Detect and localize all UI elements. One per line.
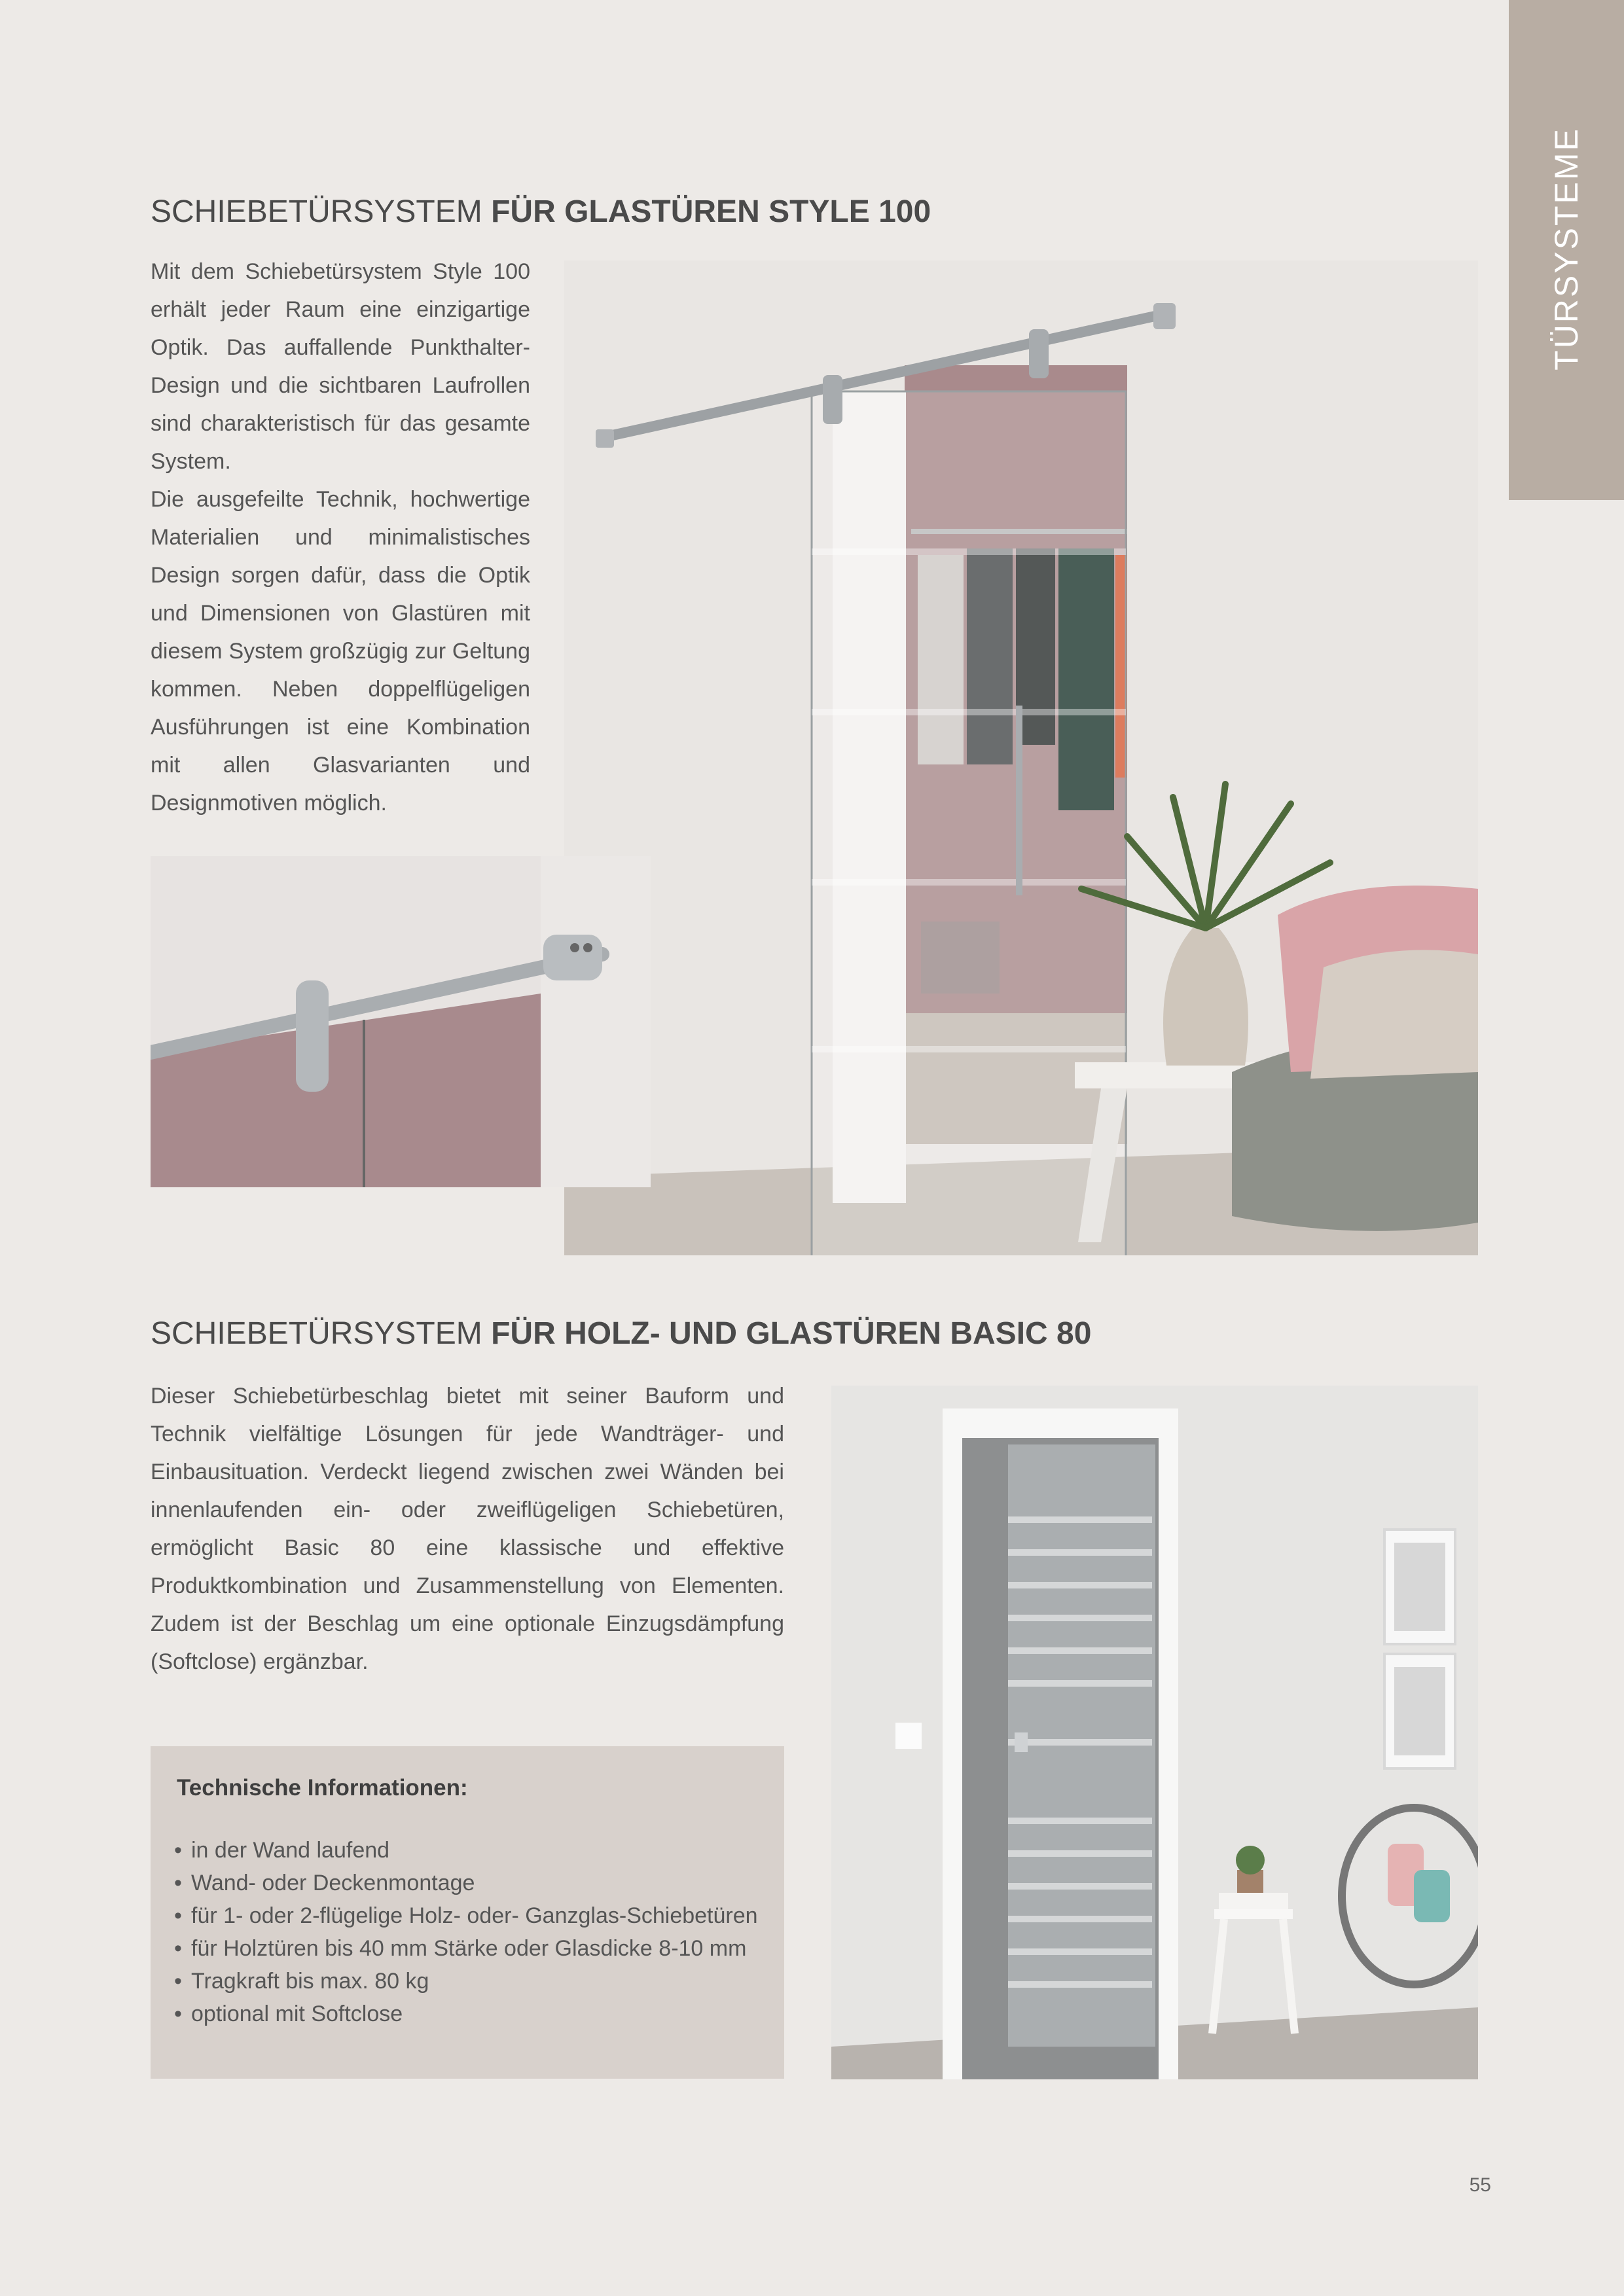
style100-detail-illustration bbox=[151, 856, 651, 1187]
style100-detail-photo bbox=[151, 856, 651, 1187]
basic80-room-illustration bbox=[831, 1386, 1478, 2079]
section1-heading bbox=[151, 194, 931, 230]
side-tab-label: TÜRSYSTEME bbox=[1548, 127, 1585, 370]
section2-heading-bold: FÜR HOLZ- UND GLASTÜREN BASIC 80 bbox=[491, 1316, 1092, 1351]
list-item: • für 1- oder 2-flügelige Holz- oder- Ganzglas-Schiebetüren bbox=[174, 1903, 758, 1928]
section1-heading-bold: FÜR GLASTÜREN STYLE 100 bbox=[491, 194, 931, 229]
section1-paragraph1: Mit dem Schiebetürsystem Style 100 erhält jeder Raum eine einzigartige Optik. Das auffallende Punkthalter-Design und die sichtbaren Laufrollen sind charakteristisch für das gesamte System. bbox=[151, 259, 530, 474]
list-item: • Tragkraft bis max. 80 kg bbox=[174, 1969, 429, 1994]
list-item: • optional mit Softclose bbox=[174, 2001, 403, 2026]
technical-info-list bbox=[174, 1834, 758, 2030]
side-tab bbox=[1509, 0, 1624, 500]
list-item: • in der Wand laufend bbox=[174, 1838, 390, 1863]
section2-heading bbox=[151, 1316, 1091, 1352]
section2-paragraph: Dieser Schiebetürbeschlag bietet mit seiner Bauform und Technik vielfältige Lösungen für jede Wandträger- und Einbausituation. Verdeckt liegend zwischen zwei Wänden bei innenlaufenden ein- oder zweiflügeligen Schiebetüren, ermöglicht Basic 80 eine klassische und effektive Produktkombination und Zusammenstellung von Elementen. Zudem ist der Beschlag um eine optionale Einzugsdämpfung (Softclose) ergänzbar. bbox=[151, 1384, 784, 1674]
style100-room-illustration bbox=[564, 260, 1478, 1255]
technical-info-title: Technische Informationen: bbox=[177, 1775, 468, 1801]
section1-heading-light: SCHIEBETÜRSYSTEM bbox=[151, 194, 492, 229]
section2-text bbox=[151, 1377, 784, 1681]
style100-room-photo bbox=[564, 260, 1478, 1255]
section1-paragraph2: Die ausgefeilte Technik, hochwertige Materialien und minimalistisches Design sorgen dafür, dass die Optik und Dimensionen von Glastüren mit diesem System großzügig zur Geltung kommen. Neben doppelflügeligen Ausführungen ist eine Kombination mit allen Glasvarianten und Designmotiven möglich. bbox=[151, 487, 530, 816]
section2-heading-light: SCHIEBETÜRSYSTEM bbox=[151, 1316, 492, 1351]
list-item: • Wand- oder Deckenmontage bbox=[174, 1871, 475, 1895]
basic80-room-photo bbox=[831, 1386, 1478, 2079]
list-item: • für Holztüren bis 40 mm Stärke oder Glasdicke 8-10 mm bbox=[174, 1936, 747, 1961]
section1-text bbox=[151, 253, 530, 822]
technical-info-box bbox=[151, 1746, 784, 2079]
page-number: 55 bbox=[1469, 2174, 1491, 2196]
